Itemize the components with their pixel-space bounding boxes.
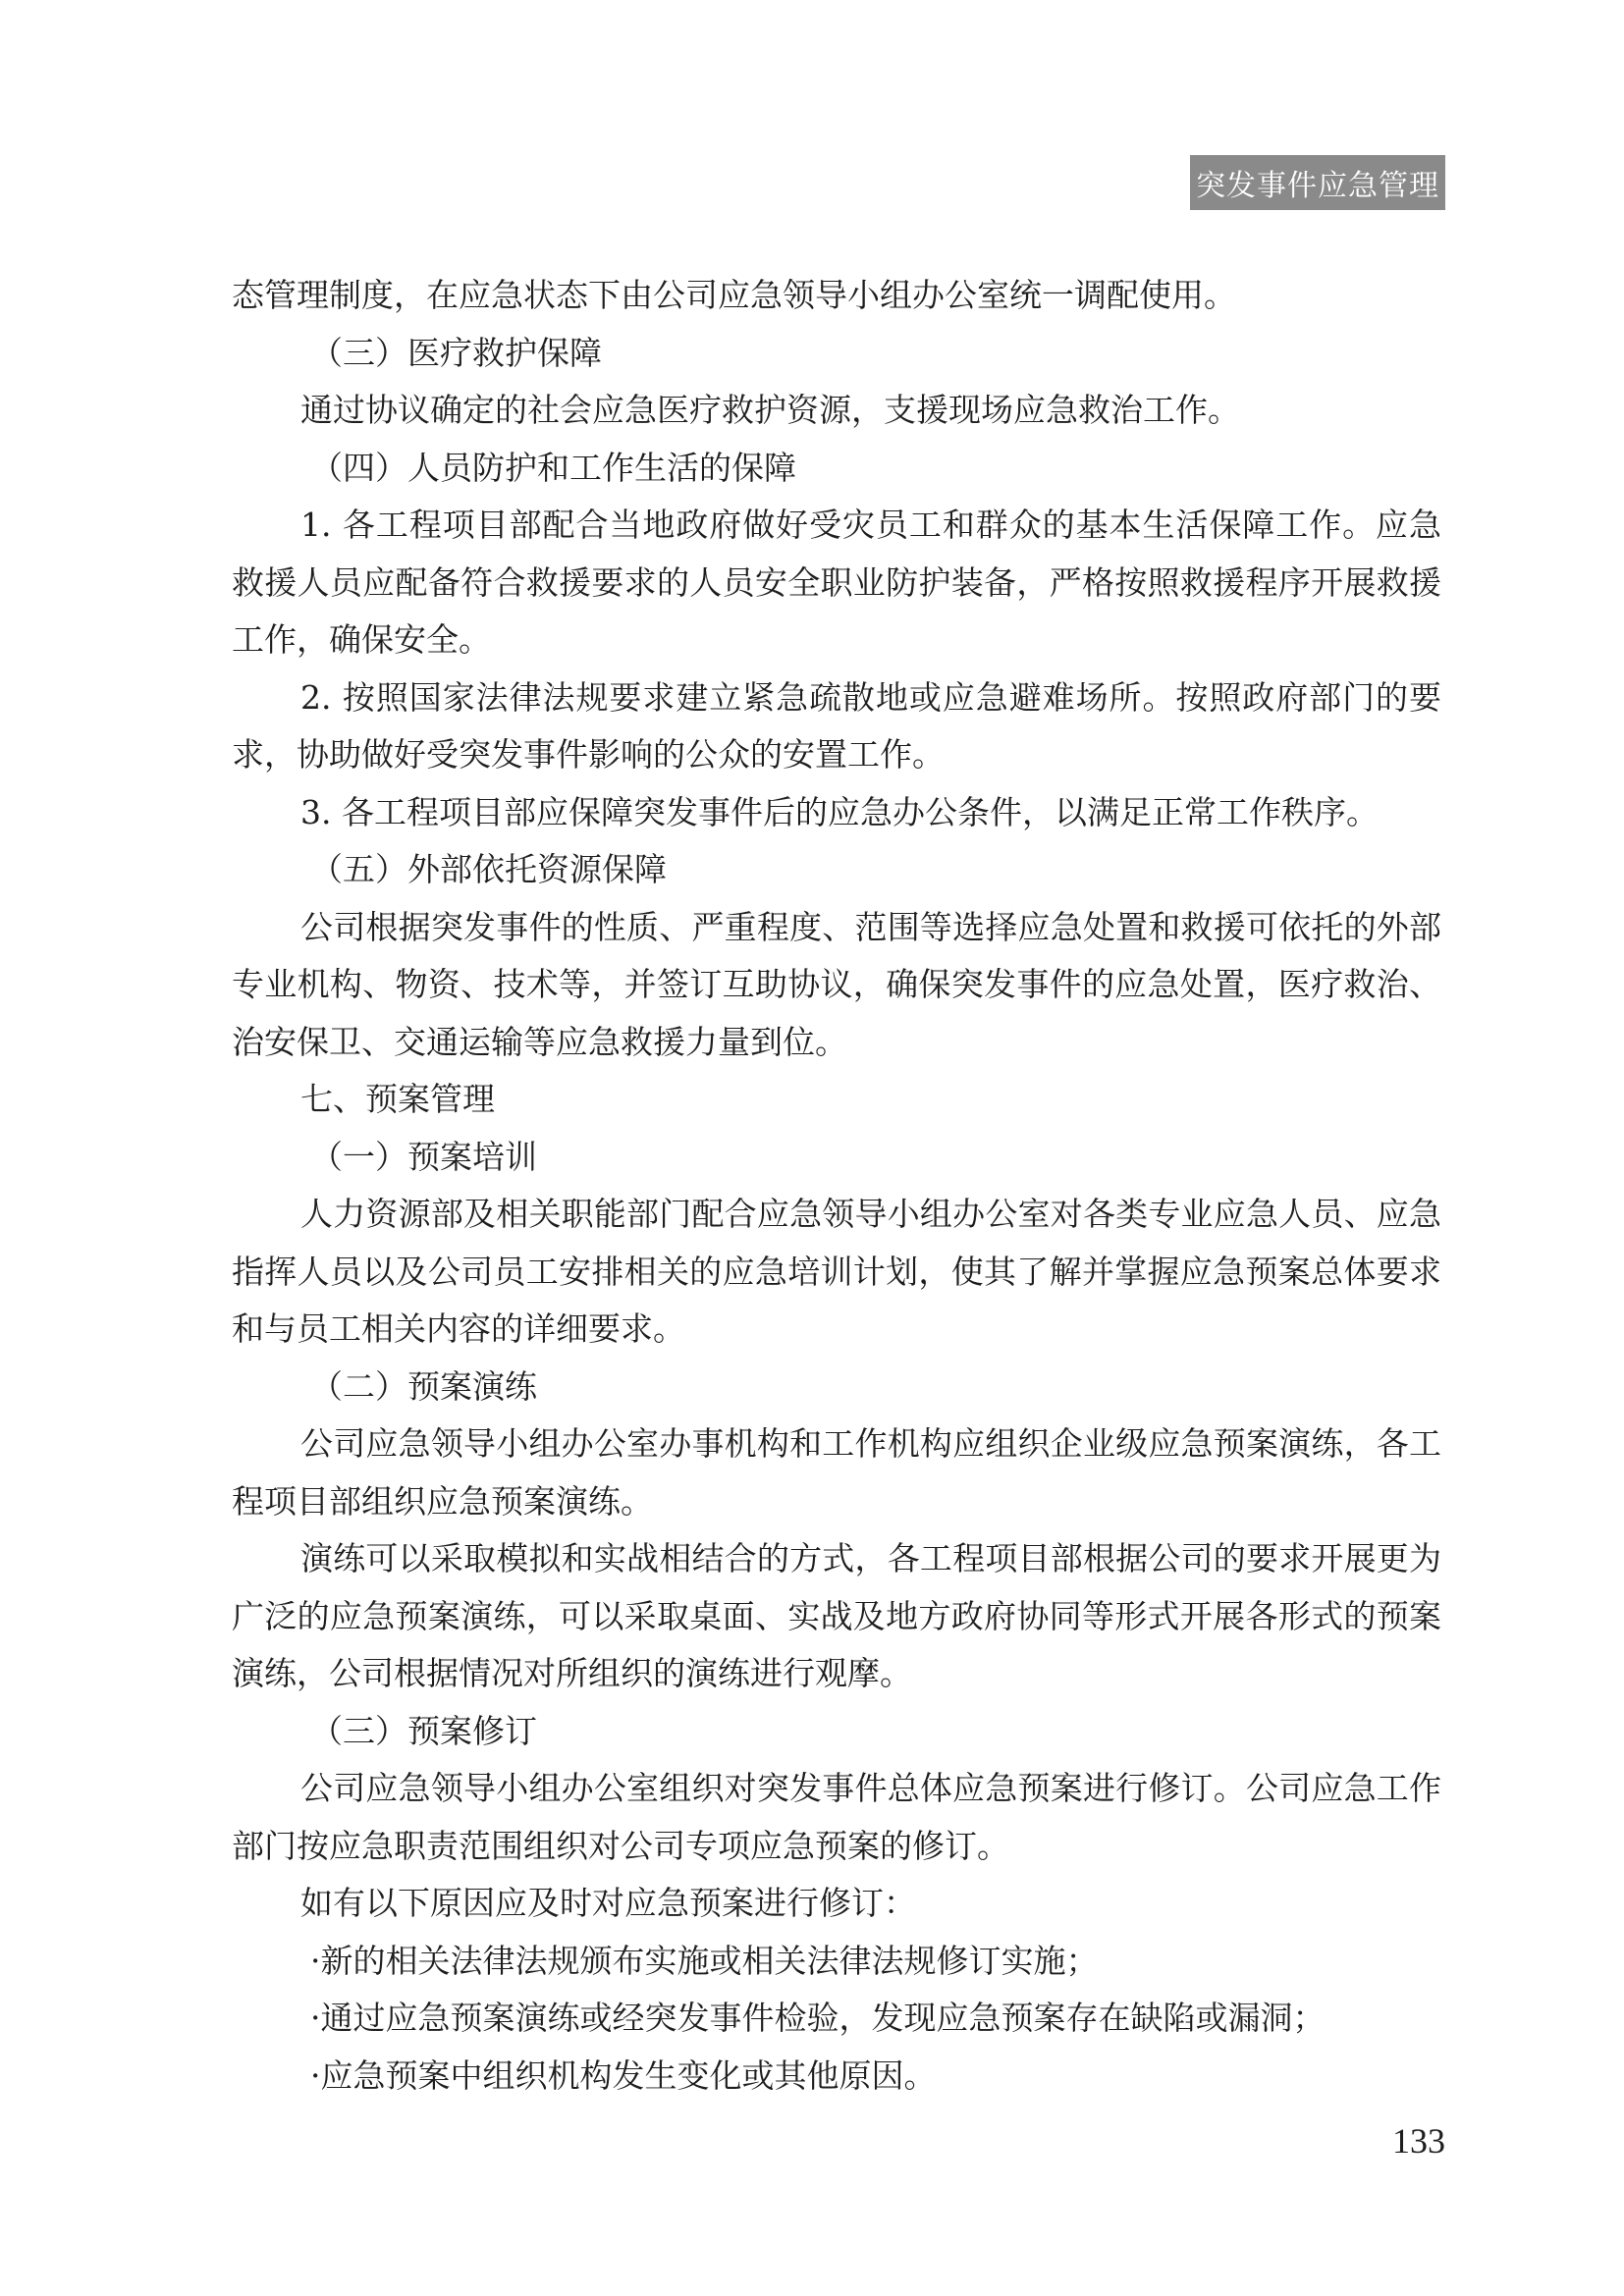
paragraph-item-2: 2. 按照国家法律法规要求建立紧急疏散地或应急避难场所。按照政府部门的要求，协助做好受突发事件影响的公众的安置工作。 <box>232 677 1441 774</box>
page-body <box>232 267 1441 2105</box>
paragraph-revision-1: 公司应急领导小组办公室组织对突发事件总体应急预案进行修订。公司应急工作部门按应急职责范围组织对公司专项应急预案的修订。 <box>232 1769 1441 1865</box>
heading-personnel-protection: （四）人员防护和工作生活的保障 <box>310 448 796 487</box>
running-header <box>1190 155 1445 210</box>
paragraph-item-3: 3. 各工程项目部应保障突发事件后的应急办公条件，以满足正常工作秩序。 <box>300 792 1379 831</box>
paragraph-drill-1: 公司应急领导小组办公室办事机构和工作机构应组织企业级应急预案演练，各工程项目部组织应急预案演练。 <box>232 1424 1441 1521</box>
list-item: ·应急预案中组织机构发生变化或其他原因。 <box>310 2056 937 2095</box>
list-item: ·新的相关法律法规颁布实施或相关法律法规修订实施； <box>310 1941 1099 1980</box>
paragraph-item-1: 1. 各工程项目部配合当地政府做好受灾员工和群众的基本生活保障工作。应急救援人员应配备符合救援要求的人员安全职业防护装备，严格按照救援程序开展救援工作，确保安全。 <box>232 506 1441 659</box>
heading-plan-management: 七、预案管理 <box>300 1080 495 1118</box>
paragraph-continuation: 态管理制度，在应急状态下由公司应急领导小组办公室统一调配使用。 <box>232 276 1236 314</box>
paragraph-revision-2: 如有以下原因应及时对应急预案进行修订： <box>300 1884 916 1922</box>
heading-plan-drill: （二）预案演练 <box>310 1366 537 1406</box>
page-number: 133 <box>1392 2121 1445 2161</box>
heading-medical-rescue: （三）医疗救护保障 <box>310 333 602 372</box>
section-title: 突发事件应急管理 <box>1196 169 1439 203</box>
paragraph-external: 公司根据突发事件的性质、严重程度、范围等选择应急处置和救援可依托的外部专业机构、物资、技术等，并签订互助协议，确保突发事件的应急处置，医疗救治、治安保卫、交通运输等应急救援力量到位。 <box>232 907 1441 1061</box>
heading-external-resources: （五）外部依托资源保障 <box>310 850 667 888</box>
list-item: ·通过应急预案演练或经突发事件检验，发现应急预案存在缺陷或漏洞； <box>310 1999 1326 2037</box>
paragraph-medical: 通过协议确定的社会应急医疗救护资源，支援现场应急救治工作。 <box>300 391 1240 429</box>
paragraph-training: 人力资源部及相关职能部门配合应急领导小组办公室对各类专业应急人员、应急指挥人员以及公司员工安排相关的应急培训计划，使其了解并掌握应急预案总体要求和与员工相关内容的详细要求。 <box>232 1195 1441 1348</box>
paragraph-drill-2: 演练可以采取模拟和实战相结合的方式，各工程项目部根据公司的要求开展更为广泛的应急预案演练，可以采取桌面、实战及地方政府协同等形式开展各形式的预案演练，公司根据情况对所组织的演练进行观摩。 <box>232 1539 1441 1692</box>
heading-plan-revision: （三）预案修订 <box>310 1711 537 1750</box>
heading-plan-training: （一）预案培训 <box>310 1137 537 1176</box>
